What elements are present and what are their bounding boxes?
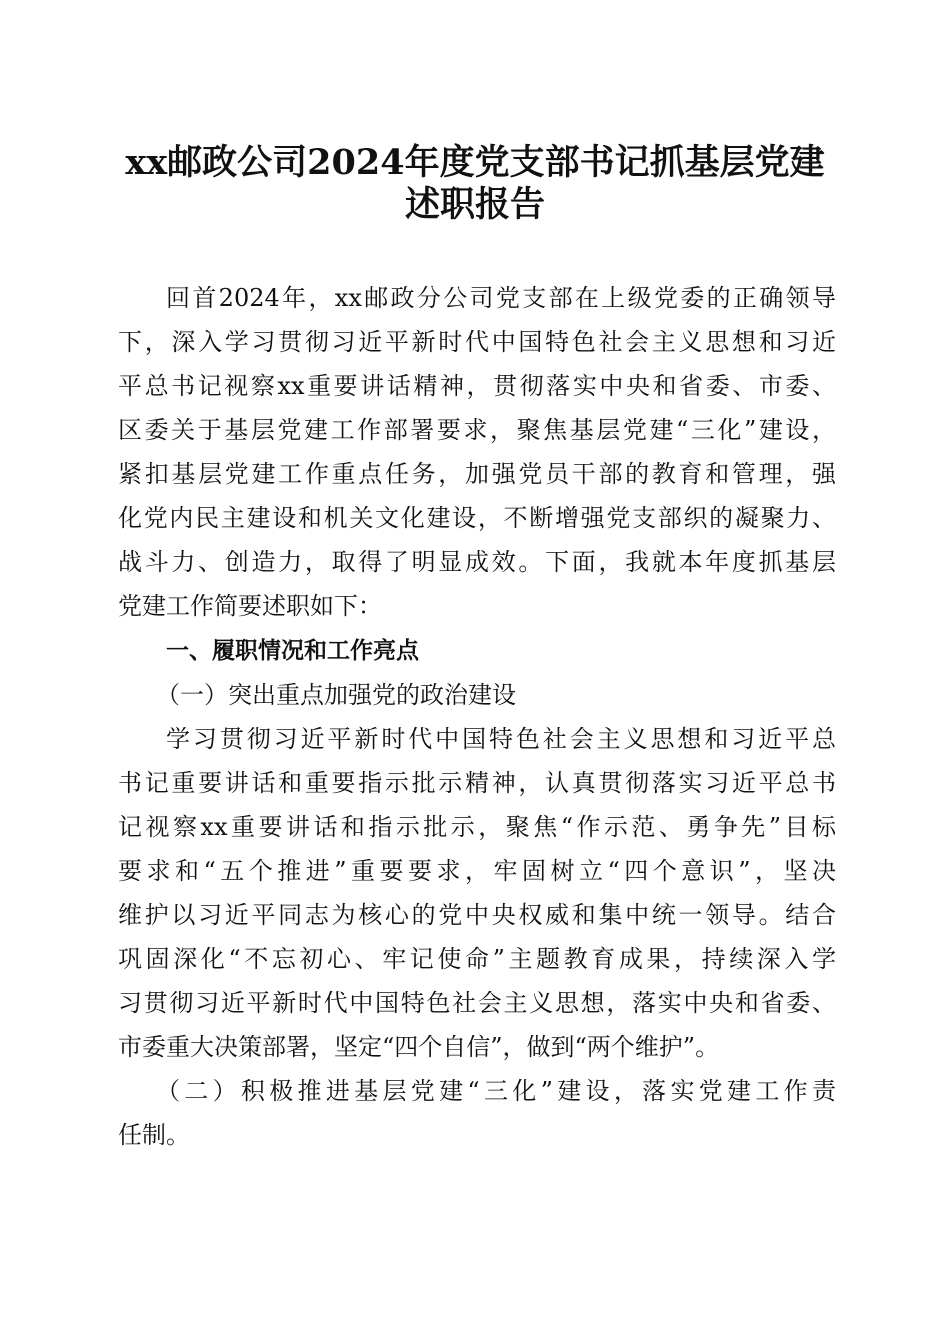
text-line: 巩固深化“不忘初心、牢记使命”主题教育成果，持续深入学: [118, 945, 836, 973]
document-body: [118, 276, 836, 1157]
text-line: （二）积极推进基层党建“三化”建设，落实党建工作责: [156, 1077, 836, 1105]
text-line: 要求和“五个推进”重要要求，牢固树立“四个意识”，坚决: [118, 857, 836, 885]
text-line: 紧扣基层党建工作重点任务，加强党员干部的教育和管理，强: [118, 460, 836, 488]
document-title-line-2: 述职报告: [404, 184, 545, 225]
text-line: 党建工作简要述职如下：: [118, 592, 382, 620]
text-line: 学习贯彻习近平新时代中国特色社会主义思想和习近平总: [166, 725, 836, 753]
text-line: 下，深入学习贯彻习近平新时代中国特色社会主义思想和习近: [118, 328, 836, 356]
text-line: 平总书记视察xx重要讲话精神，贯彻落实中央和省委、市委、: [118, 372, 836, 400]
subsection-1-paragraph: [118, 717, 836, 1069]
text-line: 习贯彻习近平新时代中国特色社会主义思想，落实中央和省委、: [118, 989, 836, 1017]
document-title-line-1: xx邮政公司2024年度党支部书记抓基层党建: [125, 142, 825, 183]
subsection-2-heading: [118, 1069, 836, 1157]
subsection-heading: （一）突出重点加强党的政治建设: [156, 681, 516, 709]
text-line: 战斗力、创造力，取得了明显成效。下面，我就本年度抓基层: [118, 548, 836, 576]
text-line: 回首2024年，xx邮政分公司党支部在上级党委的正确领导: [166, 284, 836, 312]
text-line: 化党内民主建设和机关文化建设，不断增强党支部织的凝聚力、: [118, 504, 836, 532]
text-line: 市委重大决策部署，坚定“四个自信”，做到“两个维护”。: [118, 1033, 720, 1061]
text-line: 维护以习近平同志为核心的党中央权威和集中统一领导。结合: [118, 901, 836, 929]
text-line: 任制。: [118, 1121, 190, 1149]
section-heading: 一、履职情况和工作亮点: [166, 638, 419, 664]
intro-paragraph: [118, 276, 836, 628]
text-line: 书记重要讲话和重要指示批示精神，认真贯彻落实习近平总书: [118, 769, 836, 797]
text-line: 区委关于基层党建工作部署要求，聚焦基层党建“三化”建设，: [118, 416, 836, 444]
text-line: 记视察xx重要讲话和指示批示，聚焦“作示范、勇争先”目标: [118, 813, 836, 841]
